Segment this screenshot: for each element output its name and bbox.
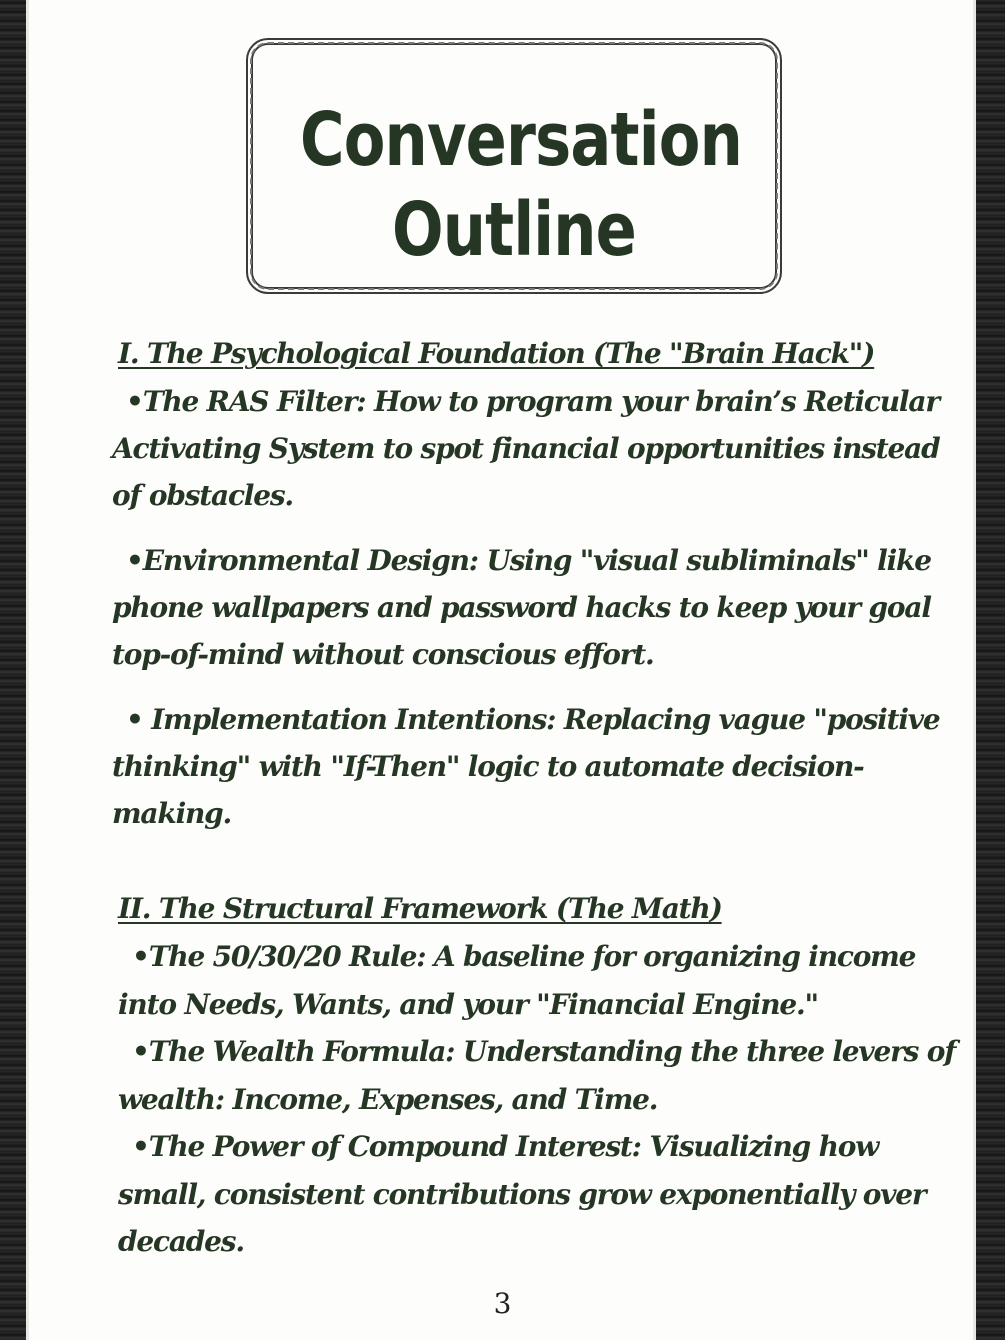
item-text: •The 50/30/20 Rule: A baseline for organizing income into Needs, Wants, and your "Financial Engine." <box>118 940 916 1021</box>
outline-item-compound-interest <box>118 1123 957 1266</box>
section-heading: II. The Structural Framework (The Math) <box>118 892 722 925</box>
outline-item-50-30-20-rule <box>118 933 957 1028</box>
outline-item-implementation-intentions <box>112 696 957 837</box>
item-text: •The RAS Filter: How to program your brain’s Reticular Activating System to spot financial opportunities instead of obstacles. <box>112 385 940 512</box>
title-line-2: Outline <box>391 187 637 273</box>
item-text: •The Wealth Formula: Understanding the three levers of wealth: Income, Expenses, and Time. <box>118 1035 956 1116</box>
title-frame <box>246 38 782 294</box>
item-text: •Environmental Design: Using "visual subliminals" like phone wallpapers and password hacks to keep your goal top-of-mind without conscious effort. <box>112 544 931 671</box>
section-psychological-foundation <box>112 330 957 837</box>
page-edge-left <box>0 0 26 1340</box>
section-heading: I. The Psychological Foundation (The "Brain Hack") <box>118 337 875 370</box>
outline-item-wealth-formula <box>118 1028 957 1123</box>
section-structural-framework <box>112 885 957 1266</box>
outline-item-ras-filter <box>112 378 957 519</box>
title-line-1: Conversation <box>299 97 742 183</box>
page-edge-right <box>976 0 1005 1340</box>
item-text: • Implementation Intentions: Replacing vague "positive thinking" with "If-Then" logic to automate decision-making. <box>112 703 940 830</box>
page-title <box>299 95 742 275</box>
outline-content <box>112 330 957 1266</box>
page-number: 3 <box>493 1287 512 1320</box>
item-text: •The Power of Compound Interest: Visualizing how small, consistent contributions grow exponentially over decades. <box>118 1130 926 1258</box>
outline-item-environmental-design <box>112 537 957 678</box>
